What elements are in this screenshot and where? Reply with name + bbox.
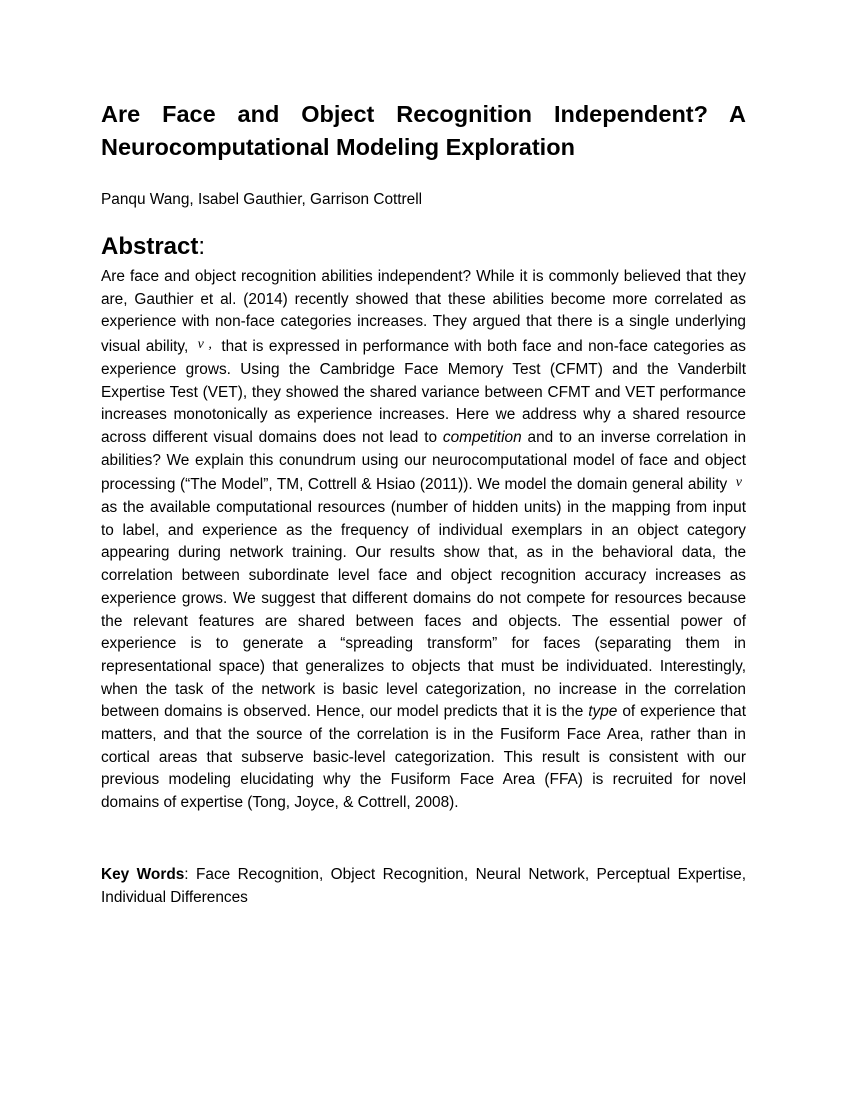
emphasis-competition: competition (442, 428, 522, 446)
abstract-heading-word: Abstract (101, 233, 199, 260)
abstract-heading-colon: : (198, 233, 206, 260)
abstract-segment: of experience that matters, and that the source of the correlation is in the Fusiform Face Area, rather than in cortical areas that subserve basic-level categorization. This result is consistent with our previous modeling elucidating why the Fusiform Face Area (FFA) is recruited for novel domains of expertise (Tong, Joyce, & Cottrell, 2008). (101, 703, 747, 812)
keywords-list: : Face Recognition, Object Recognition, Neural Network, Perceptual Expertise, Individual Differences (101, 866, 746, 906)
author-list: Panqu Wang, Isabel Gauthier, Garrison Cottrell (101, 191, 423, 208)
keywords-label: Key Words (101, 866, 185, 883)
paper-title: Are Face and Object Recognition Independent? A Neurocomputational Modeling Exploration (101, 101, 746, 160)
keywords-paragraph (101, 864, 746, 909)
abstract-segment: Are face and object recognition abilities independent? While it is commonly believed that they are, Gauthier et al. (2014) recently showed that these abilities become more correlated as experience with non-face categories increases. They argued that there is a single underlying visual ability, (101, 268, 746, 356)
paper-page (101, 98, 747, 906)
math-symbol-v: v , (197, 337, 212, 353)
abstract-segment: that is expressed in performance with both face and non-face categories as experience grows. Using the Cambridge Face Memory Test (CFMT) and the Vanderbilt Expertise Test (VET), they showed the shared variance between CFMT and VET performance increases monotonically as experience increases. Here we address why a shared resource across different visual domains does not lead to (101, 338, 746, 446)
abstract-heading (101, 232, 205, 262)
math-symbol-v: v (735, 475, 742, 491)
abstract-segment: and to an inverse correlation in abilities? We explain this conundrum using our neurocomputational model of face and object processing (“The Model”, TM, Cottrell & Hsiao (2011)). We model the domain general ability (101, 428, 747, 494)
abstract-text (101, 266, 746, 815)
abstract-segment: as the available computational resources (number of hidden units) in the mapping from input to label, and experience as the frequency of individual exemplars in an object category appearing during network training. Our results show that, as in the behavioral data, the correlation between subordinate level face and object recognition accuracy increases as experience grows. We suggest that different domains do not compete for resources because the relevant features are shared between faces and objects. The essential power of experience is to generate a “spreading transform” for faces (separating them in representational space) that generalizes to objects that must be individuated. Interestingly, when the task of the network is basic level categorization, no increase in the correlation between domains is observed. Hence, our model predicts that it is the (101, 499, 746, 721)
emphasis-type: type (588, 703, 618, 721)
